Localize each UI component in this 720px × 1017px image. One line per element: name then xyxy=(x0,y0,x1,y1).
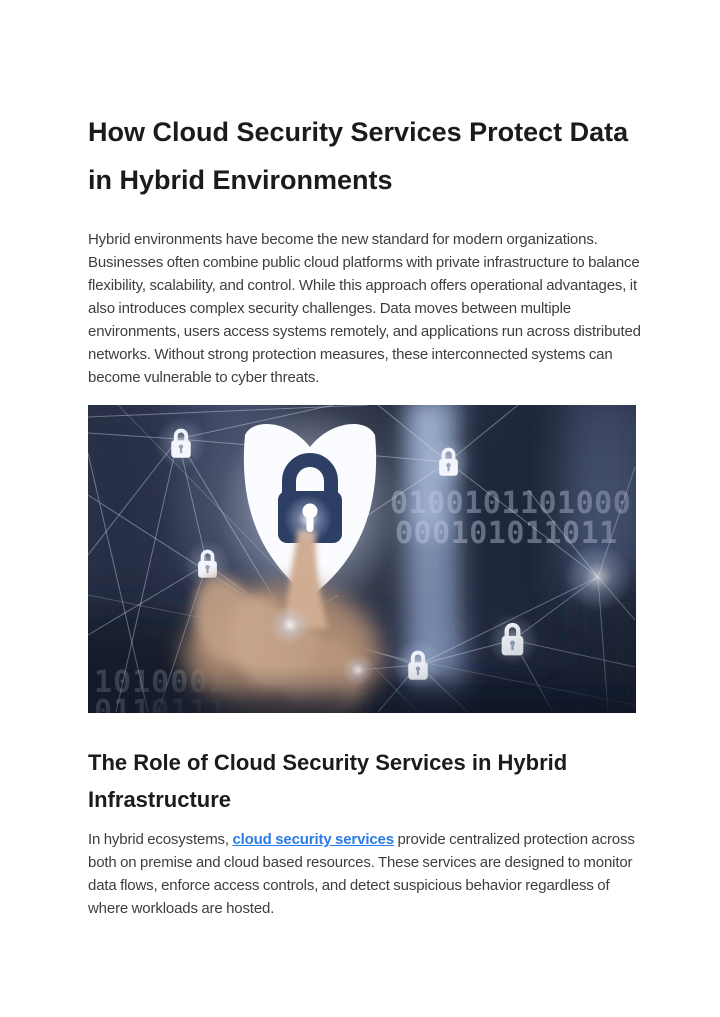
intro-paragraph: Hybrid environments have become the new standard for modern organizations. Businesses often combine public cloud platforms with private infrastructure to balance flexibility, scalability, and control. While this approach offers operational advantages, it also introduces complex security challenges. Data moves between multiple environments, users access systems remotely, and applications run across distributed networks. Without strong protection measures, these interconnected systems can become vulnerable to cyber threats. xyxy=(88,231,641,386)
hero-image xyxy=(88,405,636,713)
section-paragraph xyxy=(88,828,644,920)
security-shield-photo xyxy=(88,405,636,713)
article-content xyxy=(88,0,641,920)
section-heading: The Role of Cloud Security Services in Hybrid Infrastructure xyxy=(88,750,568,812)
section-text-before-link: In hybrid ecosystems, xyxy=(88,831,233,848)
section-text-after-link: provide centralized protection across both on premise and cloud based resources. These services are designed to monitor data flows, enforce access controls, and detect suspicious behavior regardless of where workloads are hosted. xyxy=(88,831,635,917)
photo-vignette xyxy=(88,405,636,713)
cloud-security-services-link[interactable]: cloud security services xyxy=(232,831,394,848)
page-title: How Cloud Security Services Protect Data in Hybrid Environments xyxy=(88,117,629,195)
